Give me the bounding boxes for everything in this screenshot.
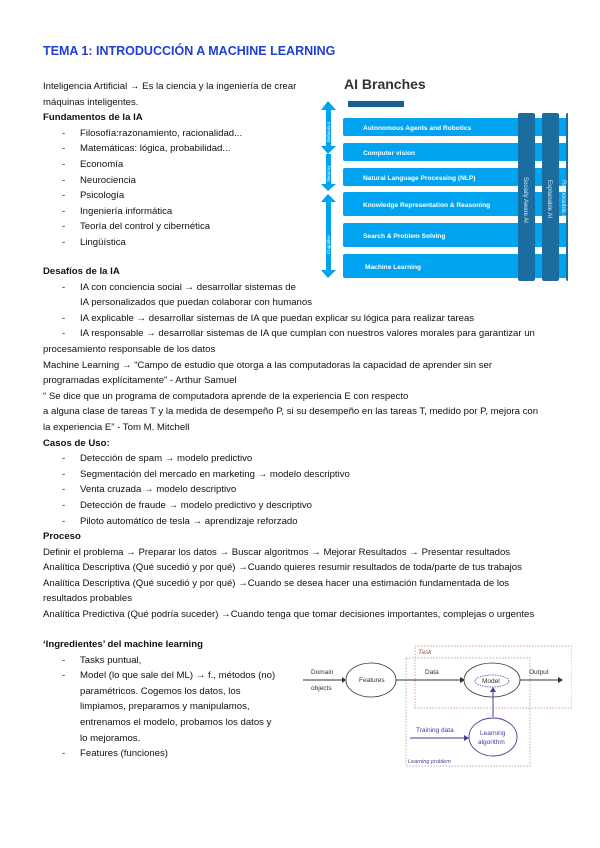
objects-label: objects (311, 685, 332, 692)
list-item: - Piloto automático de tesla → aprendizaje reforzado (43, 514, 538, 530)
branch-label: Search & Problem Solving (363, 233, 446, 240)
text-line: la experiencia E” - Tom M. Mitchell (43, 421, 190, 433)
list-item: - Detección de fraude → modelo predictivo y descriptivo (43, 498, 538, 514)
side-label: Cognitive (326, 235, 331, 254)
list-item: - Psicología (43, 188, 296, 204)
branch-label: Knowledge Representation & Reasoning (363, 202, 491, 209)
list-item-cont: paramétricos. Cogemos los datos, los (80, 685, 241, 697)
learning-label: Learning (480, 730, 506, 737)
list-item: - Neurociencia (43, 173, 296, 189)
text-line: Analítica Descriptiva (Qué sucedió y por qué) →Cuando se desea hacer una estimación fundamentada de los (43, 577, 510, 589)
training-data-label: Training data (416, 727, 454, 734)
list-item: - Segmentación del mercado en marketing → modelo descriptivo (43, 467, 538, 483)
intro-line: máquinas inteligentes. (43, 96, 139, 108)
ingredientes-heading: ‘Ingredientes’ del machine learning (43, 639, 203, 650)
ai-branches-title: AI Branches (344, 76, 426, 92)
algorithm-label: algorithm (478, 739, 505, 746)
ai-branches-diagram (318, 72, 568, 282)
model-label: Model (482, 678, 500, 685)
list-item: - IA explicable → desarrollar sistemas de IA que puedan explicar su lógica para realizar tareas (43, 311, 538, 327)
text-line: resultados probables (43, 593, 133, 605)
column-label: Socially Aware AI (522, 177, 528, 223)
text-line: Definir el problema → Preparar los datos → Buscar algoritmos → Mejorar Resultados → Presentar resultados (43, 546, 511, 558)
list-item: - Lingüística (43, 235, 296, 251)
list-item: - Venta cruzada → modelo descriptivo (43, 482, 538, 498)
output-label: Output (529, 669, 549, 676)
text-line: procesamiento responsable de los datos (43, 343, 216, 355)
list-item-cont: lo mejoramos. (80, 732, 141, 744)
text-line: Machine Learning → “Campo de estudio que otorga a las computadoras la capacidad de aprender sin ser (43, 359, 493, 371)
text-line: Analítica Predictiva (Qué podría suceder) →Cuando tenga que tomar decisiones importantes, complejas o urgentes (43, 609, 535, 621)
ml-diagram (300, 638, 572, 768)
desafios-heading: Desafíos de la IA (43, 266, 120, 277)
list-item-cont: IA personalizados que puedan colaborar con humanos (80, 297, 313, 309)
intro-line: Inteligencia Artificial → Es la ciencia y la ingeniería de crear (43, 81, 297, 92)
list-item: - IA responsable → desarrollar sistemas de IA que cumplan con nuestros valores morales para garantizar un (43, 326, 538, 342)
fundamentos-heading: Fundamentos de la IA (43, 112, 143, 124)
column-label: Responsible AI (560, 180, 566, 221)
data-label: Data (425, 669, 439, 676)
learning-problem-label: Learning problem (408, 759, 451, 765)
intro-section (43, 79, 296, 251)
list-item: - Model (lo que sale del ML) → f., métodos (no) (43, 668, 275, 684)
side-label: Sensory (326, 165, 331, 182)
text-line: programadas explícitamente” - Arthur Samuel (43, 375, 237, 387)
main-text (43, 264, 538, 623)
text-line: Analítica Descriptiva (Qué sucedió y por qué) →Cuando quieres resumir resultados de toda/parte de tus trabajos (43, 562, 522, 574)
page-title: TEMA 1: INTRODUCCIÓN A MACHINE LEARNING (43, 44, 336, 58)
list-item: - Economía (43, 157, 296, 173)
branch-label: Autonomous Agents and Robotics (363, 125, 472, 132)
list-item-cont: entrenamos el modelo, probamos los datos y (80, 716, 272, 728)
list-item: - Filosofía:razonamiento, racionalidad... (43, 126, 296, 142)
proceso-heading: Proceso (43, 531, 81, 543)
branch-label: Computer vision (363, 150, 416, 157)
task-label: Task (418, 649, 432, 656)
features-label: Features (359, 677, 385, 684)
list-item-cont: limpiamos, preparamos y manipulamos, (80, 701, 250, 713)
list-item: - Detección de spam → modelo predictivo (43, 451, 538, 467)
side-label: Behaviour (326, 121, 331, 142)
branch-label: Machine Learning (365, 264, 422, 271)
text-line: a alguna clase de tareas T y la medida de desempeño P, si su desempeño en las tareas T, medido por P, mejora con (43, 406, 539, 418)
text-line: “ Se dice que un programa de computadora aprende de la experiencia E con respecto (43, 390, 409, 402)
ingredientes-section (43, 637, 275, 762)
casos-heading: Casos de Uso: (43, 437, 110, 449)
list-item: - Matemáticas: lógica, probabilidad... (43, 141, 296, 157)
list-item: - IA con conciencia social → desarrollar sistemas de (43, 280, 538, 296)
column-label: Explainable AI (546, 180, 552, 219)
branch-label: Natural Language Processing (NLP) (363, 175, 476, 182)
list-item: - Tasks puntual, (43, 653, 275, 669)
list-item: - Ingeniería informática (43, 204, 296, 220)
list-item: - Teoría del control y cibernética (43, 219, 296, 235)
domain-label: Domain (311, 669, 334, 676)
list-item: - Features (funciones) (43, 746, 275, 762)
